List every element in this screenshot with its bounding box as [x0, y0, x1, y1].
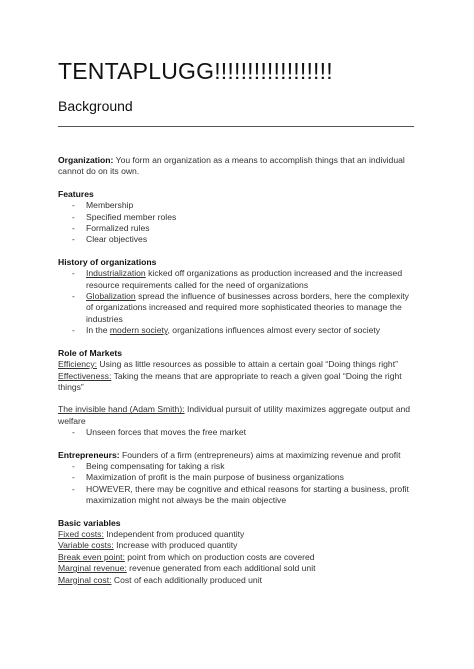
variable-item: Break even point: point from which on production costs are covered	[58, 551, 315, 562]
term: Effectiveness:	[58, 370, 112, 381]
term: The invisible hand (Adam Smith):	[58, 404, 185, 415]
invisible-hand-list	[58, 427, 418, 438]
horizontal-rule	[58, 126, 414, 127]
term: Fixed costs:	[58, 528, 104, 539]
markets-heading: Role of Markets	[58, 347, 122, 358]
term: Marginal revenue:	[58, 563, 127, 574]
organization-definition	[58, 155, 418, 178]
invisible-hand-definition: The invisible hand (Adam Smith): Individual pursuit of utility maximizes aggregate output and welfare	[58, 404, 411, 426]
section-heading-background: Background	[58, 98, 133, 114]
term: Variable costs:	[58, 540, 114, 551]
list-item: - In the modern society, organizations influences almost every sector of society	[58, 325, 418, 336]
efficiency-definition: Efficiency: Using as little resources as possible to attain a certain goal “Doing things right”	[58, 359, 398, 370]
term: Marginal cost:	[58, 574, 112, 585]
history-list	[58, 268, 418, 336]
page-title: TENTAPLUGG!!!!!!!!!!!!!!!!!!	[58, 58, 333, 84]
list-item: - Industrialization kicked off organizations as production increased and the increased resource requirements called for the need of organizations	[58, 268, 418, 291]
term: Industrialization	[86, 268, 146, 279]
features-heading: Features	[58, 188, 94, 199]
entrepreneurs-list	[58, 461, 418, 507]
organization-text: You form an organization as a means to accomplish things that an individual cannot do on its own.	[58, 155, 405, 177]
variable-item: Marginal cost: Cost of each additionally produced unit	[58, 574, 262, 585]
effectiveness-definition: Effectiveness: Taking the means that are appropriate to reach a given goal “Doing the right things”	[58, 370, 402, 392]
history-heading: History of organizations	[58, 256, 157, 267]
features-list	[58, 200, 418, 246]
list-item: - Maximization of profit is the main purpose of business organizations	[58, 472, 418, 483]
variable-item: Variable costs: Increase with produced quantity	[58, 540, 238, 551]
list-item: - Clear objectives	[58, 234, 418, 245]
list-item: - Formalized rules	[58, 223, 418, 234]
variable-item: Marginal revenue: revenue generated from each additional sold unit	[58, 563, 316, 574]
list-item: - Globalization spread the influence of businesses across borders, here the complexity of organizations increased and required more sophisticated theories to manage the industries	[58, 291, 418, 325]
term: Globalization	[86, 291, 136, 302]
list-item: - Being compensating for taking a risk	[58, 461, 418, 472]
variables-heading: Basic variables	[58, 517, 121, 528]
list-item: - Membership	[58, 200, 418, 211]
document-body	[58, 155, 418, 586]
entrepreneurs-label: Entrepreneurs:	[58, 449, 120, 460]
term: modern society	[109, 325, 168, 336]
organization-label: Organization:	[58, 155, 114, 165]
list-item: - Specified member roles	[58, 212, 418, 223]
list-item: - HOWEVER, there may be cognitive and ethical reasons for starting a business, profit maximization might not always be the main objective	[58, 484, 418, 507]
term: Break even point:	[58, 551, 125, 562]
list-item: - Unseen forces that moves the free market	[58, 427, 418, 438]
term: Efficiency:	[58, 359, 98, 370]
entrepreneurs-definition: Entrepreneurs: Founders of a firm (entrepreneurs) aims at maximizing revenue and profit	[58, 449, 401, 460]
variable-item: Fixed costs: Independent from produced quantity	[58, 528, 245, 539]
